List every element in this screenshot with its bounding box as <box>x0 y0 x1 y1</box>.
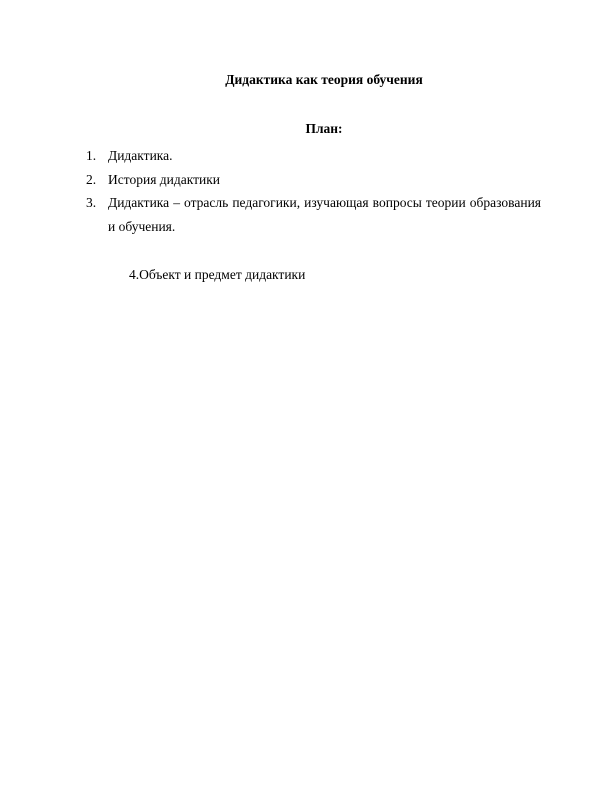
document-title: Дидактика как теория обучения <box>225 72 423 87</box>
plan-heading: План: <box>305 121 343 136</box>
plan-item-4: 4.Объект и предмет дидактики <box>129 267 306 282</box>
plan-item-3 <box>86 191 541 238</box>
plan-item-text: Дидактика – отрасль педагогики, изучающая вопросы теории образования и обучения. <box>108 195 541 234</box>
plan-item-1 <box>86 144 541 168</box>
plan-item-number: 1. <box>86 148 97 163</box>
plan-list <box>86 144 541 238</box>
plan-item-text: История дидактики <box>108 171 221 187</box>
plan-item-number: 3. <box>86 195 97 210</box>
plan-item-text: Дидактика. <box>108 148 173 163</box>
plan-item-2 <box>86 168 541 192</box>
plan-item-number: 2. <box>86 171 97 187</box>
